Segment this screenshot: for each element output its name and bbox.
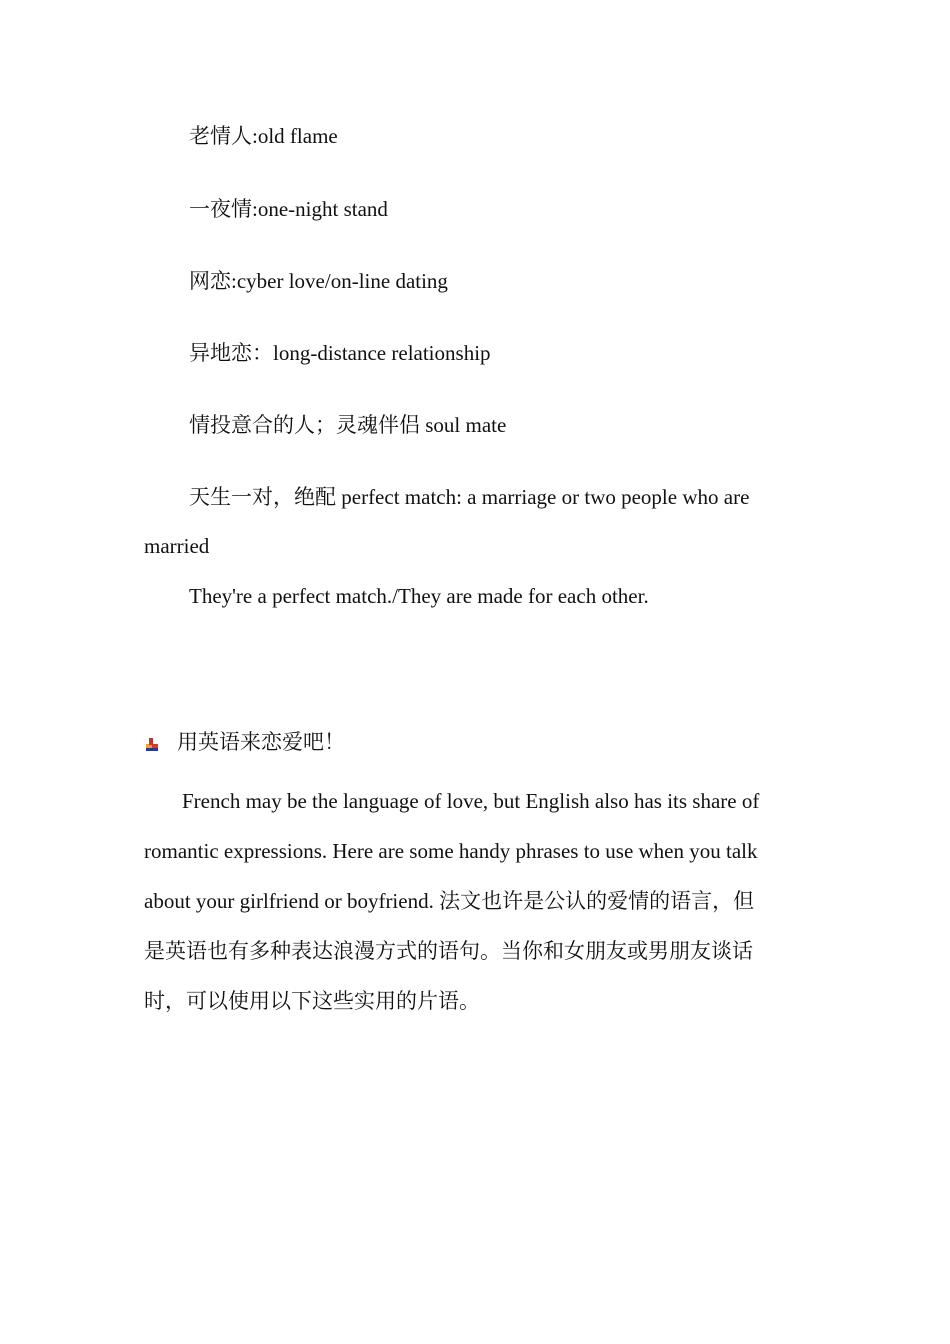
vocab-perfect-match-line2: married <box>144 534 210 558</box>
vocab-cyber-love: 网恋:cyber love/on-line dating <box>189 269 448 293</box>
vocab-old-flame: 老情人:old flame <box>189 124 338 148</box>
perfect-match-example: They're a perfect match./They are made for each other. <box>189 584 649 608</box>
vocab-one-night-stand: 一夜情:one-night stand <box>189 197 388 221</box>
vocab-perfect-match-line1: 天生一对，绝配 perfect match: a marriage or two people who are <box>189 485 750 509</box>
paragraph-line-1: French may be the language of love, but English also has its share of <box>182 789 760 813</box>
paragraph-line-5: 时，可以使用以下这些实用的片语。 <box>144 989 480 1013</box>
vocab-long-distance: 异地恋：long-distance relationship <box>189 341 491 365</box>
arrow-down-bullet-icon <box>144 734 160 750</box>
paragraph-line-2: romantic expressions. Here are some handy phrases to use when you talk <box>144 839 758 863</box>
paragraph-line-4: 是英语也有多种表达浪漫方式的语句。当你和女朋友或男朋友谈话 <box>144 939 753 963</box>
section-heading: 用英语来恋爱吧！ <box>177 730 345 754</box>
paragraph-line-3: about your girlfriend or boyfriend. 法文也许是公认的爱情的语言，但 <box>144 889 755 913</box>
vocab-soul-mate: 情投意合的人；灵魂伴侣 soul mate <box>189 413 507 437</box>
